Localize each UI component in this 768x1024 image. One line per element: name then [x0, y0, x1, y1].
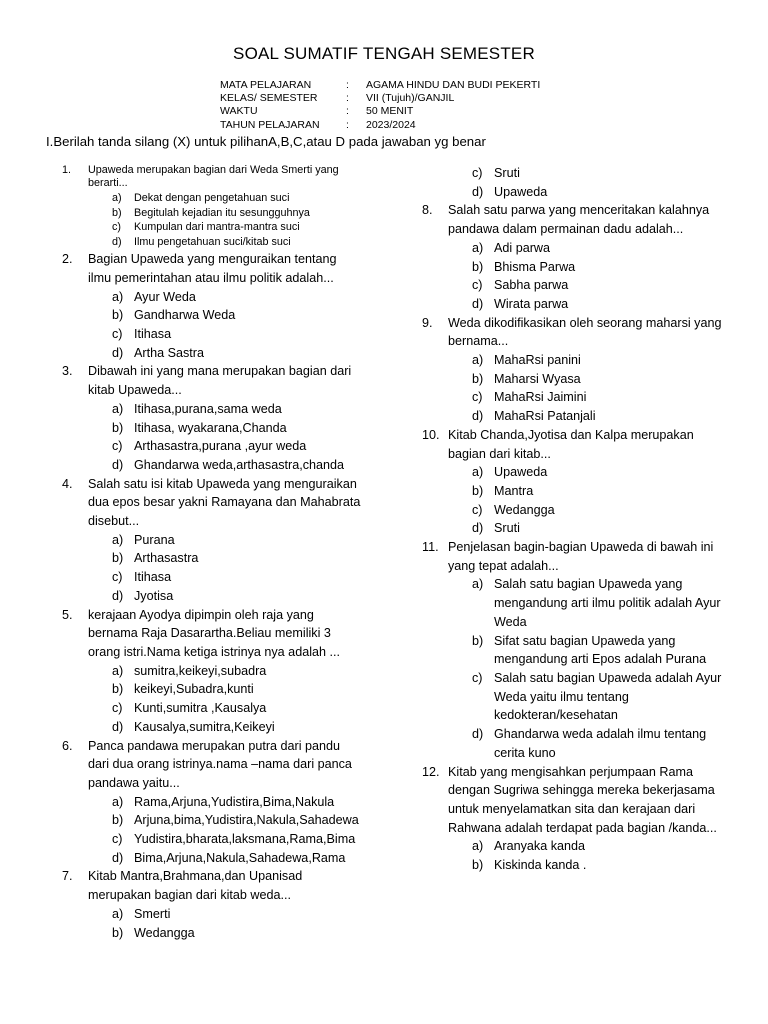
option-text: Ilmu pengetahuan suci/kitab suci [134, 236, 291, 249]
answer-option [448, 183, 732, 202]
option-label: c) [112, 327, 123, 342]
question-number: 5. [62, 607, 73, 622]
question-number: 8. [422, 203, 433, 218]
answer-option [448, 388, 732, 407]
meta-row-subject [220, 79, 540, 92]
option-label: c) [472, 502, 483, 517]
option-label: a) [472, 465, 484, 480]
option-label: a) [112, 532, 124, 547]
option-label: d) [112, 850, 124, 865]
meta-separator: : [346, 92, 349, 105]
option-label: c) [112, 832, 123, 847]
meta-label: MATA PELAJARAN [220, 79, 312, 91]
question-number: 12. [422, 764, 440, 779]
option-label: d) [112, 588, 124, 603]
question-number: 9. [422, 315, 433, 330]
answer-option [88, 220, 362, 235]
option-text: Salah satu bagian Upaweda adalah Ayur Weda yaitu ilmu tentang kedokteran/kesehatan [494, 670, 722, 723]
question-item [62, 606, 362, 737]
question-text: Weda dikodifikasikan oleh seorang maharsi yang bernama... [448, 315, 722, 349]
question-number: 1. [62, 164, 72, 176]
option-text: Begitulah kejadian itu sesungguhnya [134, 206, 310, 219]
answer-option [88, 400, 362, 419]
answer-option [448, 669, 732, 725]
answer-option [88, 811, 362, 830]
option-text: Ghandarwa weda adalah ilmu tentang cerita kuno [494, 727, 707, 760]
meta-label: KELAS/ SEMESTER [220, 92, 318, 105]
meta-value: VII (Tujuh)/GANJIL [366, 92, 455, 105]
option-text: Maharsi Wyasa [494, 371, 581, 386]
option-text: Upaweda [494, 465, 548, 480]
option-text: sumitra,keikeyi,subadra [134, 663, 267, 678]
question-item [62, 164, 362, 250]
answer-option [88, 288, 362, 307]
option-label: c) [112, 221, 121, 234]
answer-option [88, 924, 362, 943]
question-item [422, 538, 732, 762]
option-text: Salah satu bagian Upaweda yang mengandung arti ilmu politik adalah Ayur Weda [494, 577, 721, 629]
answer-option [448, 837, 732, 856]
option-label: a) [112, 906, 124, 921]
question-text: Penjelasan bagin-bagian Upaweda di bawah ini yang tepat adalah... [448, 540, 714, 573]
question-text: Salah satu parwa yang menceritakan kalahnya pandawa dalam permainan dadu adalah... [448, 203, 710, 237]
option-label: b) [112, 206, 122, 219]
option-text: Itihasa [134, 327, 172, 342]
answer-option [448, 519, 732, 538]
option-text: Kausalya,sumitra,Keikeyi [134, 719, 275, 734]
left-column [62, 164, 362, 942]
option-text: Upaweda [494, 184, 548, 199]
question-item [62, 737, 362, 868]
option-text: Itihasa [134, 570, 172, 585]
question-number: 7. [62, 869, 73, 884]
option-label: d) [112, 236, 122, 249]
question-item [422, 201, 732, 313]
question-text: Kitab yang mengisahkan perjumpaan Rama dengan Sugriwa sehingga mereka bekerjasama untuk menyelamatkan sita dan kerajaan dari Rahwana adalah terdapat pada bagian /kanda... [448, 764, 717, 835]
option-text: Adi parwa [494, 240, 551, 255]
question-text: Upaweda merupakan bagian dari Weda Smerti yang berarti... [88, 164, 339, 190]
answer-option [448, 482, 732, 501]
right-column [422, 164, 732, 875]
answer-option [88, 437, 362, 456]
answer-option [88, 849, 362, 868]
meta-value: AGAMA HINDU DAN BUDI PEKERTI [366, 79, 541, 91]
answer-option [448, 276, 732, 295]
option-text: Bima,Arjuna,Nakula,Sahadewa,Rama [134, 850, 346, 865]
option-text: Smerti [134, 906, 171, 921]
option-label: b) [112, 682, 124, 697]
answer-option [448, 164, 732, 183]
option-text: keikeyi,Subadra,kunti [134, 682, 254, 697]
answer-option [88, 662, 362, 681]
answer-option [88, 718, 362, 737]
question-number: 3. [62, 364, 73, 379]
answer-option [448, 575, 732, 631]
meta-value: 50 MENIT [366, 105, 414, 118]
answer-option [448, 501, 732, 520]
option-label: b) [472, 858, 484, 873]
answer-option [88, 568, 362, 587]
question-item [62, 362, 362, 474]
option-text: Rama,Arjuna,Yudistira,Bima,Nakula [134, 794, 335, 809]
exam-meta-table [220, 79, 540, 132]
option-text: Bhisma Parwa [494, 259, 576, 274]
option-text: Purana [134, 532, 175, 547]
option-label: a) [112, 191, 122, 204]
option-text: Kiskinda kanda . [494, 858, 587, 873]
meta-row-time [220, 105, 540, 118]
option-label: c) [112, 439, 123, 454]
option-text: Gandharwa Weda [134, 308, 236, 323]
option-label: a) [472, 240, 484, 255]
option-label: a) [112, 794, 124, 809]
option-label: c) [472, 390, 483, 405]
meta-value: 2023/2024 [366, 118, 416, 131]
option-label: b) [472, 371, 484, 386]
option-text: Yudistira,bharata,laksmana,Rama,Bima [134, 832, 356, 847]
option-label: c) [472, 670, 483, 685]
question-item [422, 426, 732, 538]
option-text: Arjuna,bima,Yudistira,Nakula,Sahadewa [134, 813, 359, 828]
option-label: c) [472, 278, 483, 293]
meta-label: TAHUN PELAJARAN [220, 118, 320, 131]
option-text: Dekat dengan pengetahuan suci [134, 191, 290, 204]
option-label: d) [472, 184, 484, 199]
option-text: Wedangga [134, 925, 195, 940]
meta-separator: : [346, 79, 349, 91]
answer-option [88, 306, 362, 325]
option-label: b) [112, 551, 124, 566]
option-text: Ghandarwa weda,arthasastra,chanda [134, 457, 345, 472]
question-number: 4. [62, 476, 73, 491]
meta-row-class [220, 92, 540, 105]
option-label: d) [472, 727, 484, 742]
question-text: Panca pandawa merupakan putra dari pandu dari dua orang istrinya.nama –nama dari panca pandawa yaitu... [88, 738, 352, 790]
question-number: 10. [422, 427, 440, 442]
option-label: b) [112, 813, 124, 828]
option-text: Jyotisa [134, 588, 174, 603]
option-label: c) [112, 701, 123, 716]
answer-option [448, 725, 732, 762]
question-item [62, 867, 362, 942]
option-label: d) [472, 409, 484, 424]
question-text: Bagian Upaweda yang menguraikan tentang ilmu pemerintahan atau ilmu politik adalah... [88, 252, 337, 285]
answer-option [88, 793, 362, 812]
option-text: Sruti [494, 521, 520, 536]
answer-option [88, 830, 362, 849]
option-text: Aranyaka kanda [494, 839, 586, 854]
answer-option [88, 191, 362, 206]
option-label: b) [112, 420, 124, 435]
option-text: Wedangga [494, 502, 555, 517]
answer-option [448, 407, 732, 426]
answer-option [448, 463, 732, 482]
option-text: Sifat satu bagian Upaweda yang mengandung arti Epos adalah Purana [494, 633, 707, 667]
answer-option [88, 456, 362, 475]
option-text: Kunti,sumitra ,Kausalya [134, 701, 267, 716]
option-text: Wirata parwa [494, 296, 569, 311]
page-title: SOAL SUMATIF TENGAH SEMESTER [233, 44, 535, 63]
question-item [422, 763, 732, 875]
option-label: a) [112, 401, 124, 416]
meta-label: WAKTU [220, 105, 258, 118]
question-text: Dibawah ini yang mana merupakan bagian dari kitab Upaweda... [88, 364, 352, 398]
question-item [62, 250, 362, 362]
question-item [62, 475, 362, 606]
answer-option [448, 351, 732, 370]
option-text: MahaRsi Patanjali [494, 409, 596, 424]
answer-option [448, 258, 732, 277]
answer-option [448, 370, 732, 389]
option-text: MahaRsi panini [494, 353, 581, 368]
answer-option [448, 632, 732, 669]
answer-option [448, 239, 732, 258]
question-continuation [422, 164, 732, 201]
meta-separator: : [346, 118, 349, 131]
answer-option [88, 235, 362, 250]
option-label: b) [112, 925, 124, 940]
option-label: b) [472, 633, 484, 648]
option-text: Artha Sastra [134, 345, 204, 360]
answer-option [88, 531, 362, 550]
option-text: Sabha parwa [494, 278, 569, 293]
option-text: MahaRsi Jaimini [494, 390, 587, 405]
answer-option [448, 856, 732, 875]
question-text: kerajaan Ayodya dipimpin oleh raja yang bernama Raja Dasarartha.Beliau memiliki 3 orang istri.Nama ketiga istrinya nya adalah ... [88, 607, 340, 659]
option-label: d) [472, 296, 484, 311]
question-item [422, 314, 732, 426]
answer-option [88, 587, 362, 606]
option-text: Ayur Weda [134, 289, 196, 304]
answer-option [88, 325, 362, 344]
option-label: a) [472, 839, 484, 854]
option-text: Sruti [494, 166, 520, 180]
option-label: c) [112, 570, 123, 585]
option-text: Kumpulan dari mantra-mantra suci [134, 221, 300, 234]
question-number: 11. [422, 540, 439, 555]
option-label: d) [112, 345, 124, 360]
option-label: a) [112, 663, 124, 678]
option-label: a) [112, 289, 124, 304]
meta-separator: : [346, 105, 349, 118]
answer-option [88, 905, 362, 924]
answer-option [88, 699, 362, 718]
option-label: b) [112, 308, 124, 323]
question-text: Kitab Chanda,Jyotisa dan Kalpa merupakan bagian dari kitab... [448, 427, 694, 461]
answer-option [88, 344, 362, 363]
option-label: d) [472, 521, 484, 536]
option-text: Itihasa, wyakarana,Chanda [134, 420, 287, 435]
question-number: 6. [62, 738, 73, 753]
option-label: d) [112, 457, 124, 472]
answer-option [88, 419, 362, 438]
option-text: Itihasa,purana,sama weda [134, 401, 282, 416]
option-label: a) [472, 577, 484, 592]
question-text: Salah satu isi kitab Upaweda yang menguraikan dua epos besar yakni Ramayana dan Mahabrata disebut... [88, 476, 361, 529]
instruction-text: I.Berilah tanda silang (X) untuk pilihanA,B,C,atau D pada jawaban yg benar [46, 134, 486, 149]
option-label: c) [472, 166, 483, 180]
answer-option [88, 206, 362, 221]
option-text: Arthasastra,purana ,ayur weda [134, 439, 307, 454]
meta-row-year [220, 119, 540, 132]
answer-option [448, 295, 732, 314]
option-label: d) [112, 719, 124, 734]
option-text: Arthasastra [134, 551, 199, 566]
answer-option [88, 680, 362, 699]
option-label: b) [472, 483, 484, 498]
option-label: a) [472, 353, 484, 368]
question-text: Kitab Mantra,Brahmana,dan Upanisad merupakan bagian dari kitab weda... [88, 869, 303, 903]
option-label: b) [472, 259, 484, 274]
option-text: Mantra [494, 483, 534, 498]
answer-option [88, 549, 362, 568]
question-number: 2. [62, 252, 73, 267]
